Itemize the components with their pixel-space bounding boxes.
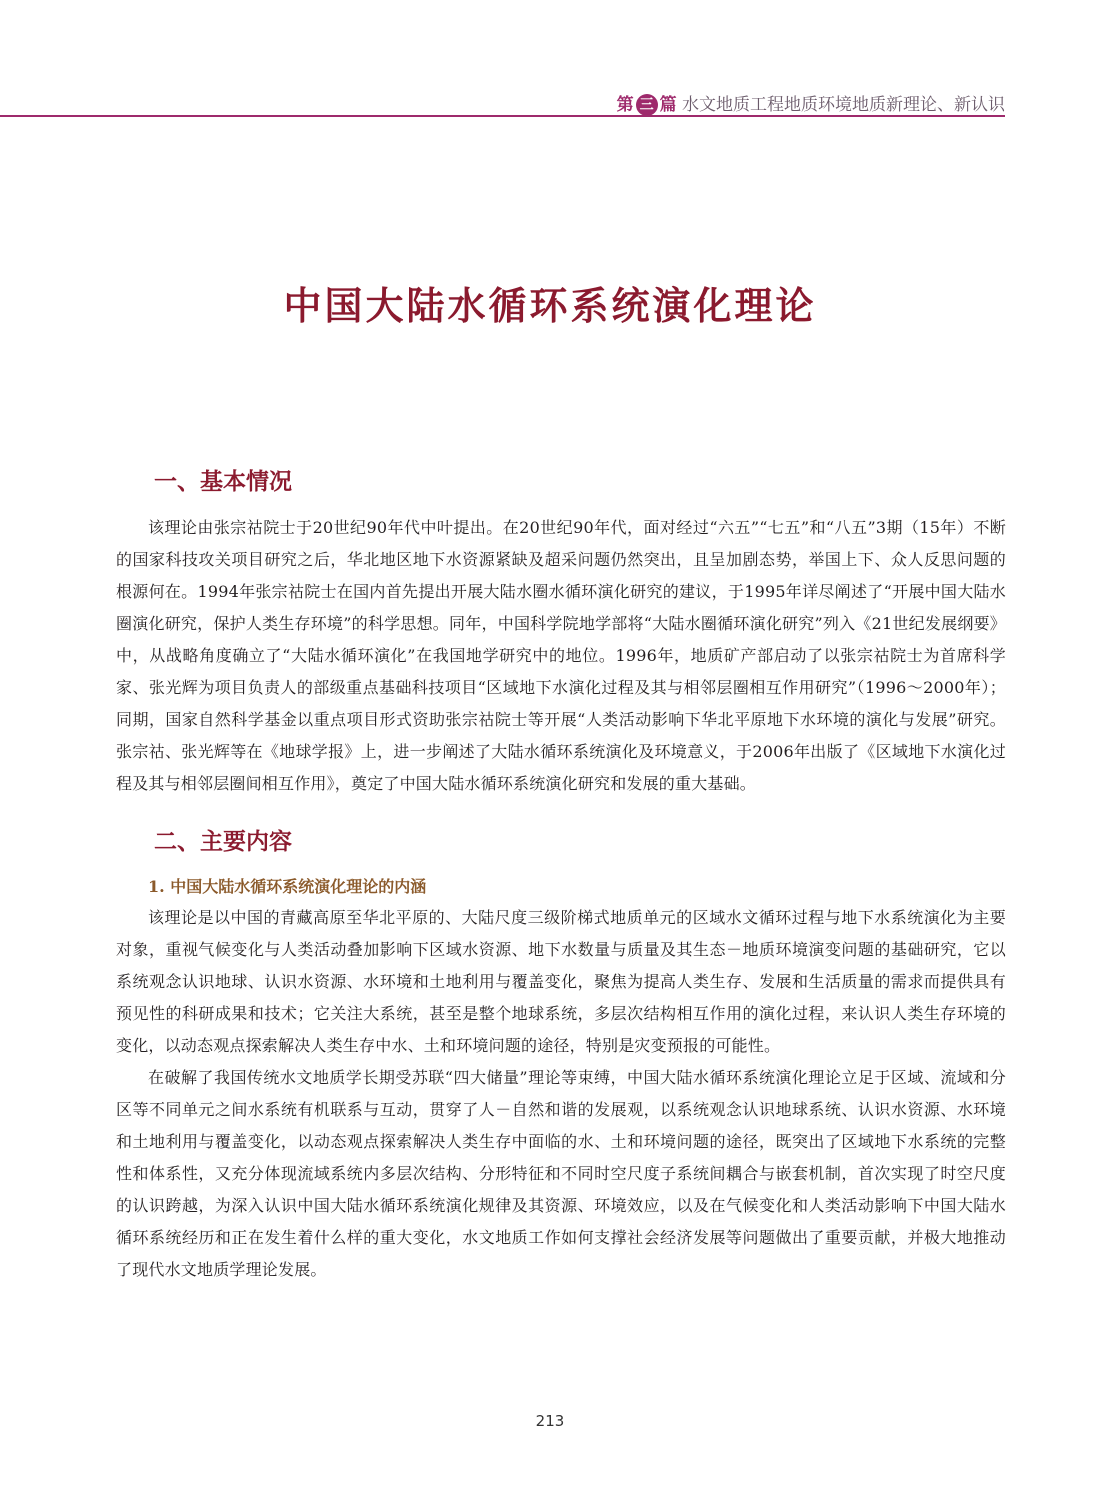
paragraph: 在破解了我国传统水文地质学长期受苏联“四大储量”理论等束缚，中国大陆水循环系统演化理论立足于区域、流域和分区等不同单元之间水系统有机联系与互动，贯穿了人－自然和谐的发展观，以系统观念认识地球系统、认识水资源、水环境和土地利用与覆盖变化，以动态观点探索解决人类生存中面临的水、土和环境问题的途径，既突出了区域地下水系统的完整性和体系性，又充分体现流域系统内多层次结构、分形特征和不同时空尺度子系统间耦合与嵌套机制，首次实现了时空尺度的认识跨越，为深入认识中国大陆水循环系统演化规律及其资源、环境效应，以及在气候变化和人类活动影响下中国大陆水循环系统经历和正在发生着什么样的重大变化，水文地质工作如何支撑社会经济发展等问题做出了重要贡献，并极大地推动了现代水文地质学理论发展。 <box>116 1068 1006 1279</box>
article-body <box>116 462 1006 1286</box>
paragraph: 该理论是以中国的青藏高原至华北平原的、大陆尺度三级阶梯式地质单元的区域水文循环过程与地下水系统演化为主要对象，重视气候变化与人类活动叠加影响下区域水资源、地下水数量与质量及其生态－地质环境演变问题的基础研究，它以系统观念认识地球、认识水资源、水环境和土地利用与覆盖变化，聚焦为提高人类生存、发展和生活质量的需求而提供具有预见性的科研成果和技术；它关注大系统，甚至是整个地球系统，多层次结构相互作用的演化过程，来认识人类生存环境的变化，以动态观点探索解决人类生存中水、土和环境问题的途径，特别是灾变预报的可能性。 <box>116 908 1006 1055</box>
part-label <box>617 95 677 115</box>
running-header <box>0 82 1005 116</box>
section-heading-main: 二、主要内容 <box>154 829 292 855</box>
section-heading-basic: 一、基本情况 <box>154 469 292 495</box>
part-prefix: 第 <box>616 95 634 115</box>
part-title: 水文地质工程地质环境地质新理论、新认识 <box>682 95 1005 115</box>
subsection-heading: 1. 中国大陆水循环系统演化理论的内涵 <box>148 877 427 896</box>
header-text <box>617 90 1005 116</box>
page-number: 213 <box>535 1412 565 1430</box>
header-divider <box>0 115 1005 117</box>
paragraph: 该理论由张宗祜院士于20世纪90年代中叶提出。在20世纪90年代，面对经过“六五”“七五”和“八五”3期（15年）不断的国家科技攻关项目研究之后，华北地区地下水资源紧缺及超采问题仍然突出，且呈加剧态势，举国上下、众人反思问题的根源何在。1994年张宗祜院士在国内首先提出开展大陆水圈水循环演化研究的建议，于1995年详尽阐述了“开展中国大陆水圈演化研究，保护人类生存环境”的科学思想。同年，中国科学院地学部将“大陆水圈循环演化研究”列入《21世纪发展纲要》中，从战略角度确立了“大陆水循环演化”在我国地学研究中的地位。1996年，地质矿产部启动了以张宗祜院士为首席科学家、张光辉为项目负责人的部级重点基础科技项目“区域地下水演化过程及其与相邻层圈相互作用研究”（1996～2000年）；同期，国家自然科学基金以重点项目形式资助张宗祜院士等开展“人类活动影响下华北平原地下水环境的演化与发展”研究。张宗祜、张光辉等在《地球学报》上，进一步阐述了大陆水循环系统演化及环境意义，于2006年出版了《区域地下水演化过程及其与相邻层圈间相互作用》，奠定了中国大陆水循环系统演化研究和发展的重大基础。 <box>116 518 1006 793</box>
page-title: 中国大陆水循环系统演化理论 <box>283 284 817 328</box>
part-number-badge: 三 <box>636 94 658 116</box>
part-suffix: 篇 <box>659 95 677 115</box>
